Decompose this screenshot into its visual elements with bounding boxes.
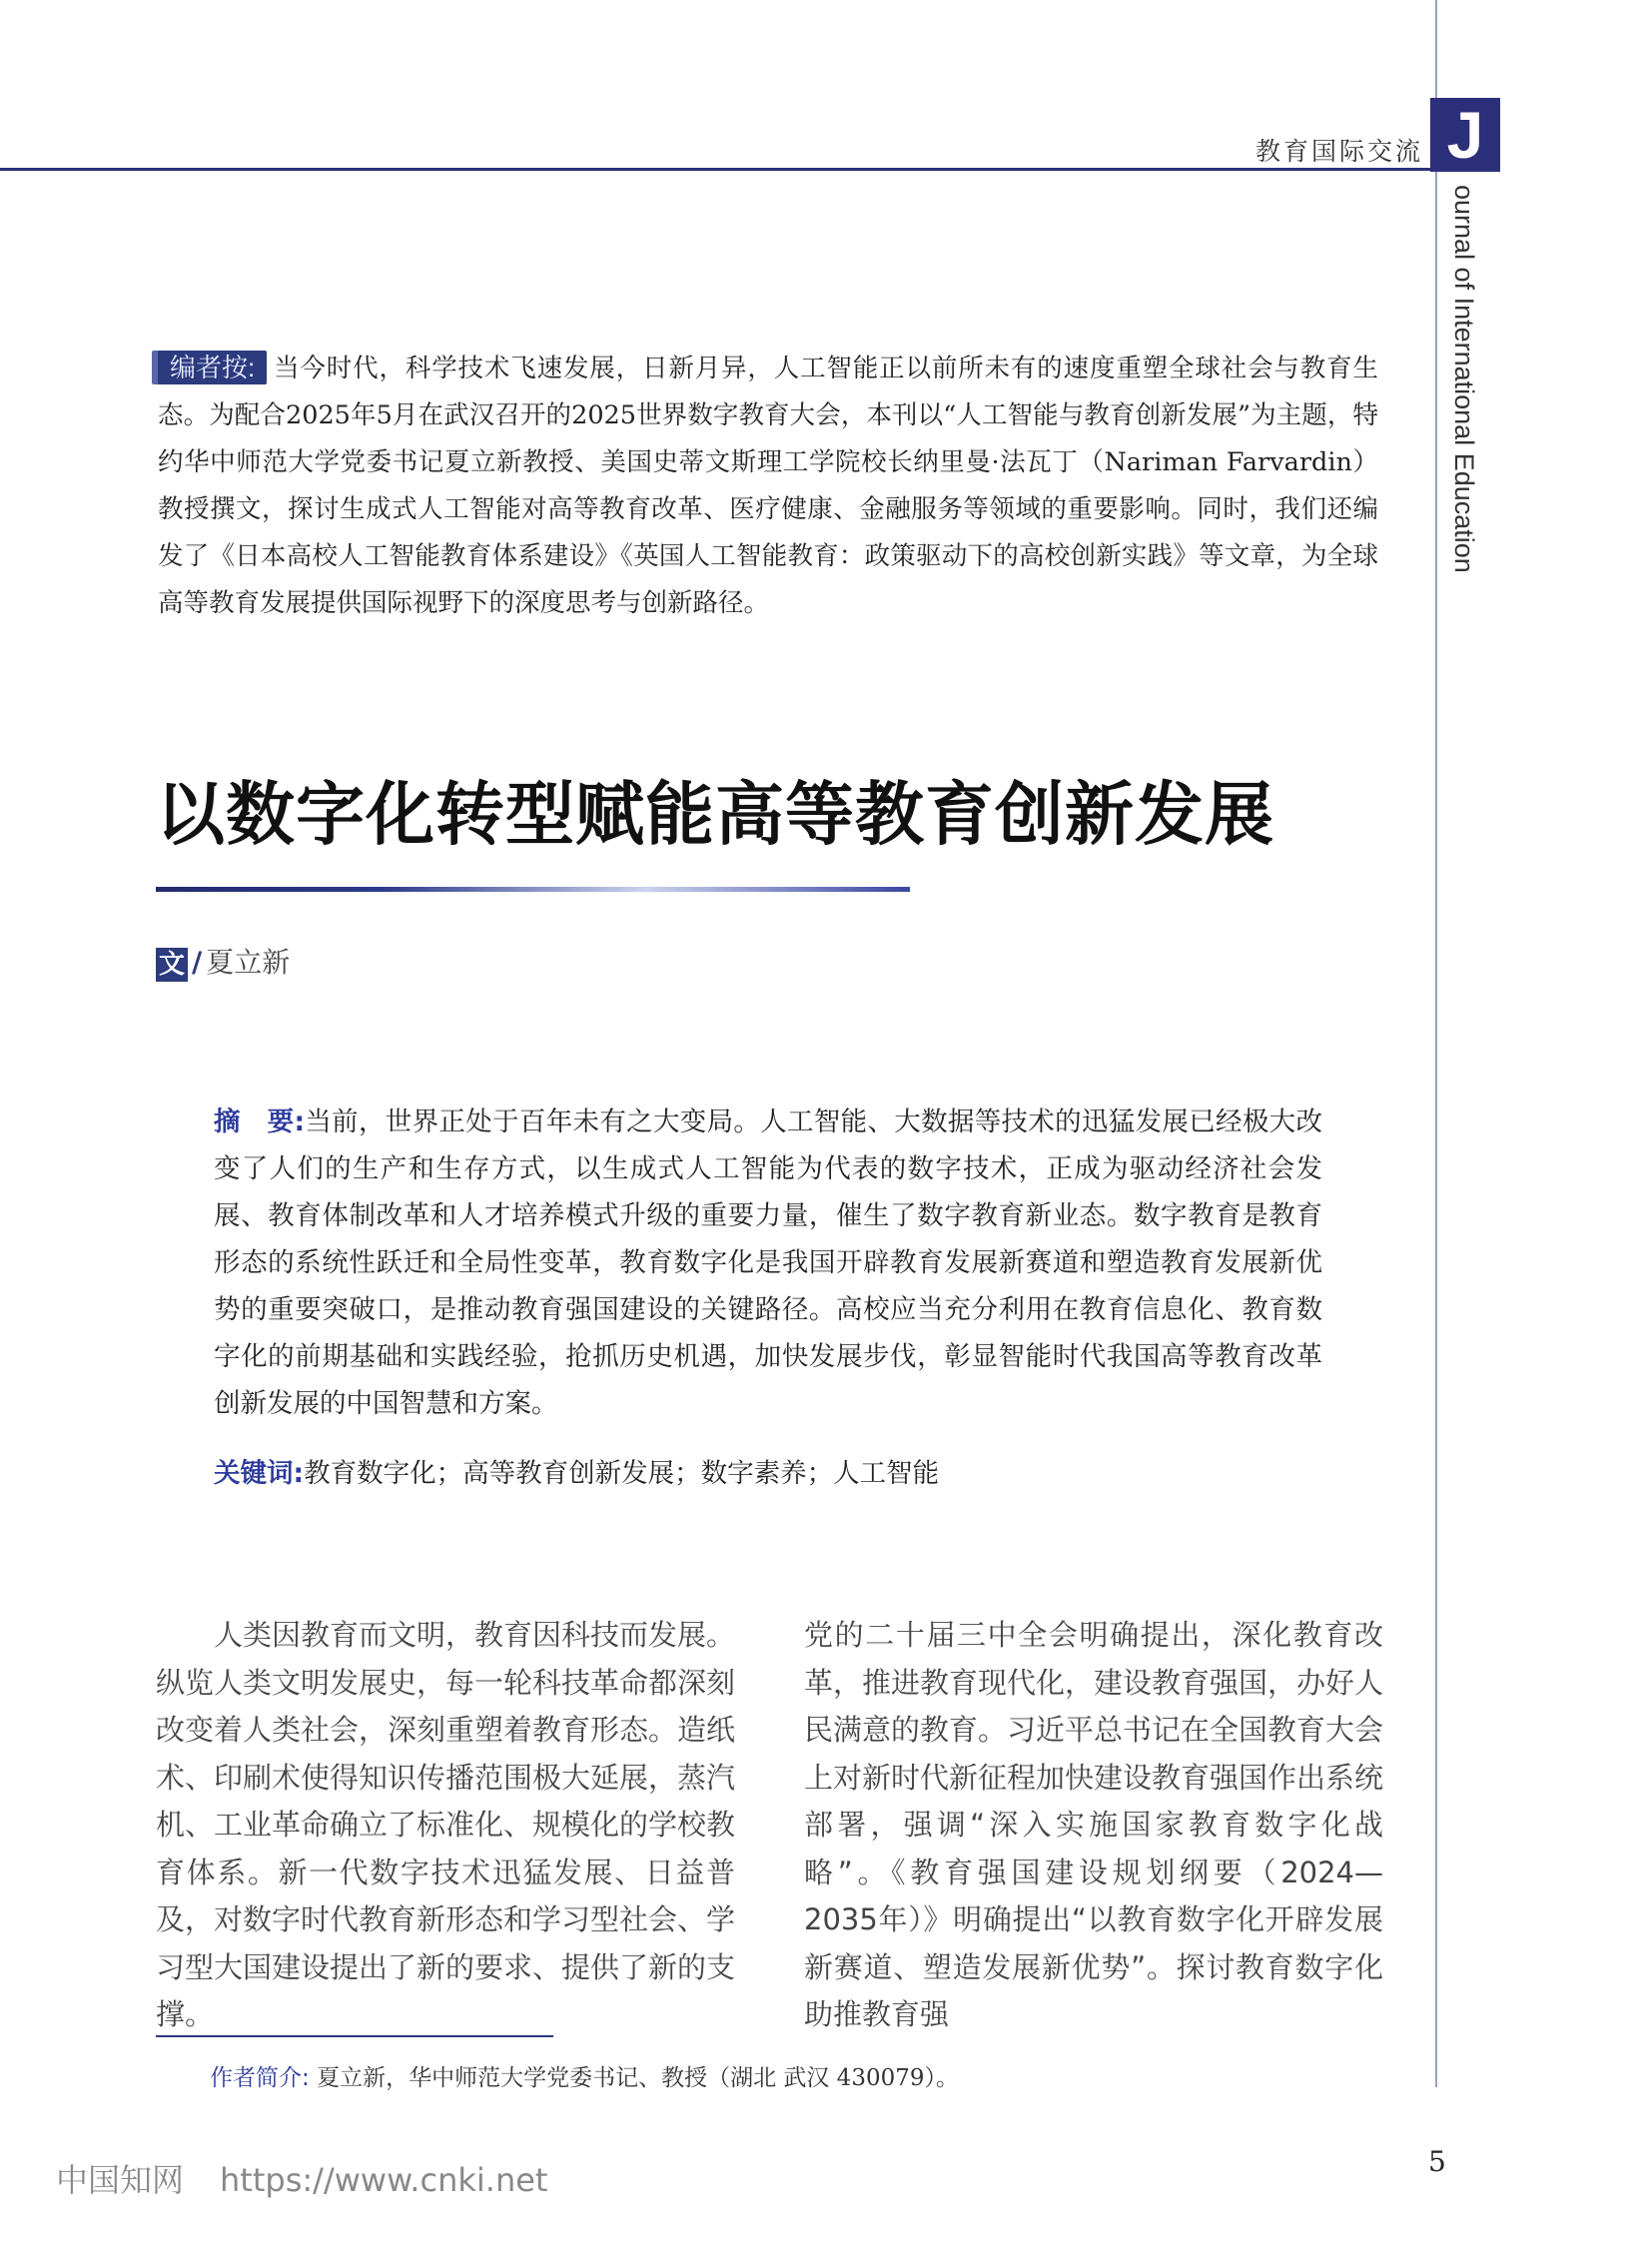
cnki-name: 中国知网 <box>56 2161 185 2199</box>
journal-name-vertical: ournal of International Education <box>1449 185 1479 573</box>
author-prefix: 文 <box>156 948 188 982</box>
footnote <box>210 2059 959 2092</box>
margin-rule <box>1435 0 1437 2087</box>
editor-note-label: 编者按: <box>158 351 267 384</box>
author-line <box>156 941 290 982</box>
editor-note-text: 当今时代，科学技术飞速发展，日新月异，人工智能正以前所未有的速度重塑全球社会与教育生态。为配合2025年5月在武汉召开的2025世界数字教育大会，本刊以“人工智能与教育创新发展”为主题，特约华中师范大学党委书记夏立新教授、美国史蒂文斯理工学院校长纳里曼·法瓦丁（Nariman Farvardin）教授撰文，探讨生成式人工智能对高等教育改革、医疗健康、金融服务等领域的重要影响。同时，我们还编发了《日本高校人工智能教育体系建设》《英国人工智能教育：政策驱动下的高校创新实践》等文章，为全球高等教育发展提供国际视野下的深度思考与创新路径。 <box>158 354 1378 618</box>
footnote-text: 夏立新，华中师范大学党委书记、教授（湖北 武汉 430079）。 <box>317 2065 959 2091</box>
abstract-text: 当前，世界正处于百年未有之大变局。人工智能、大数据等技术的迅猛发展已经极大改变了人们的生产和生存方式，以生成式人工智能为代表的数字技术，正成为驱动经济社会发展、教育体制改革和人才培养模式升级的重要力量，催生了数字教育新业态。数字教育是教育形态的系统性跃迁和全局性变革，教育数字化是我国开辟教育发展新赛道和塑造教育发展新优势的重要突破口，是推动教育强国建设的关键路径。高校应当充分利用在教育信息化、教育数字化的前期基础和实践经验，抢抓历史机遇，加快发展步伐，彰显智能时代我国高等教育改革创新发展的中国智慧和方案。 <box>214 1107 1322 1419</box>
footnote-label: 作者简介: <box>210 2065 310 2091</box>
body-column-left: 人类因教育而文明，教育因科技而发展。纵览人类文明发展史，每一轮科技革命都深刻改变着人类社会，深刻重塑着教育形态。造纸术、印刷术使得知识传播范围极大延展，蒸汽机、工业革命确立了标准化、规模化的学校教育体系。新一代数字技术迅猛发展、日益普及，对数字时代教育新形态和学习型社会、学习型大国建设提出了新的要求、提供了新的支撑。 <box>156 1618 736 2031</box>
author-name: 夏立新 <box>206 946 291 979</box>
author-slash: / <box>192 946 203 979</box>
abstract-label: 摘 要: <box>214 1107 306 1137</box>
header-rule <box>0 168 1436 171</box>
cnki-watermark <box>56 2155 547 2201</box>
title-underline <box>156 887 910 892</box>
keywords-label: 关键词: <box>214 1458 305 1489</box>
keywords <box>214 1454 1322 1494</box>
keywords-text: 教育数字化；高等教育创新发展；数字素养；人工智能 <box>304 1458 940 1489</box>
journal-logo: J <box>1430 98 1500 172</box>
body-column-right: 党的二十届三中全会明确提出，深化教育改革，推进教育现代化，建设教育强国，办好人民满意的教育。习近平总书记在全国教育大会上对新时代新征程加快建设教育强国作出系统部署，强调“深入实施国家教育数字化战略”。《教育强国建设规划纲要（2024—2035年）》明确提出“以教育数字化开辟发展新赛道、塑造发展新优势”。探讨教育数字化助推教育强 <box>804 1618 1384 2031</box>
editor-note <box>158 346 1378 627</box>
article-title: 以数字化转型赋能高等教育创新发展 <box>156 775 1274 855</box>
footnote-rule <box>156 2035 553 2037</box>
page-number: 5 <box>1428 2145 1446 2178</box>
cnki-url[interactable]: https://www.cnki.net <box>220 2161 548 2199</box>
abstract <box>214 1099 1322 1427</box>
section-title: 教育国际交流 <box>1254 137 1423 166</box>
